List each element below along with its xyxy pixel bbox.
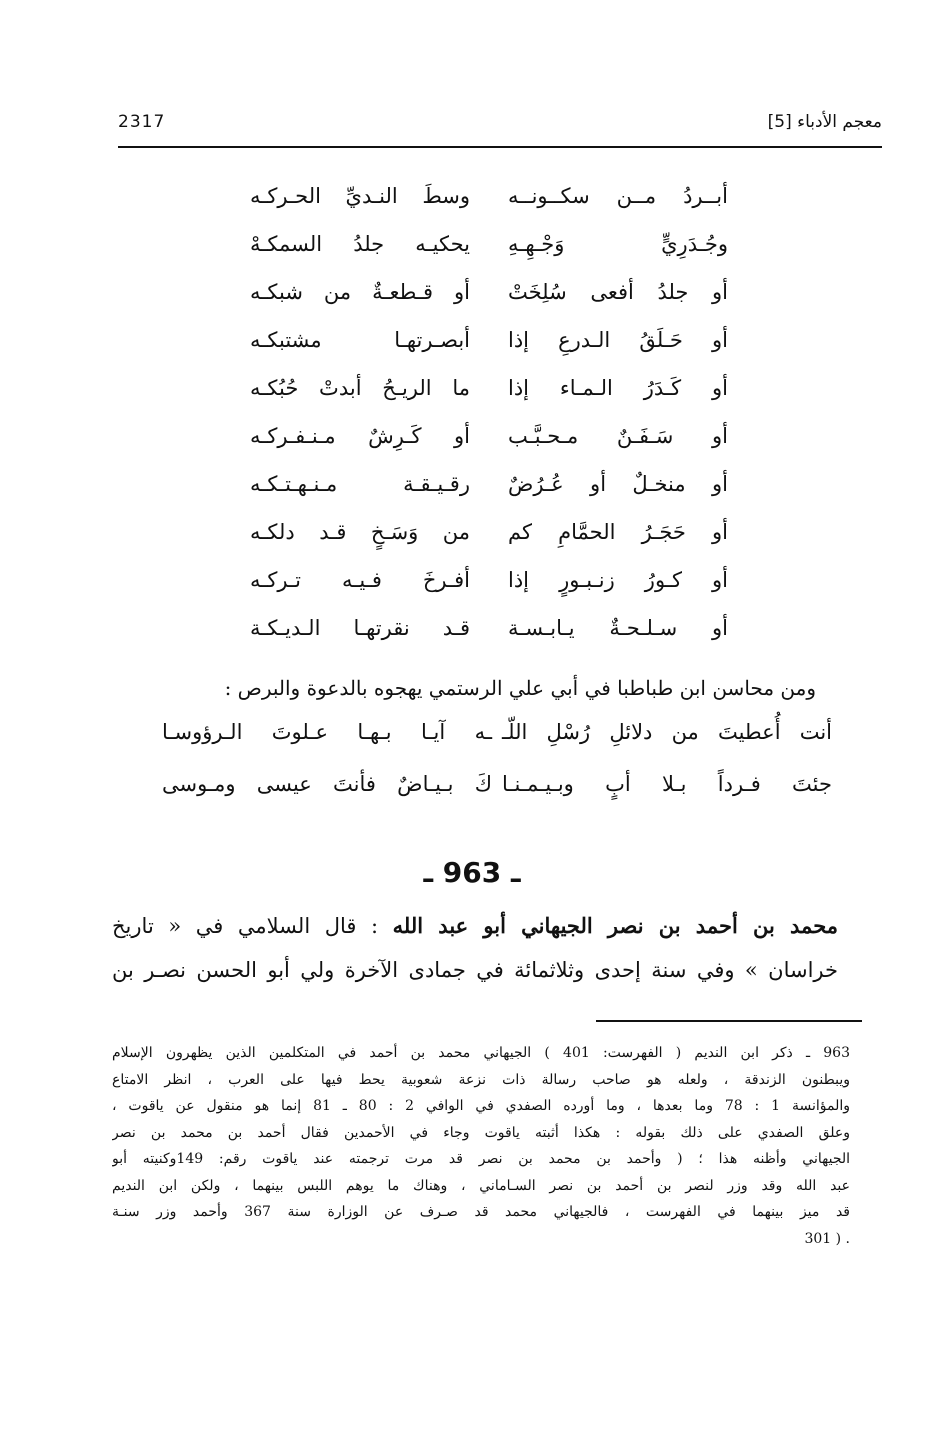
page-number: 2317 — [118, 112, 166, 132]
poem-verse — [240, 376, 740, 424]
footnote-line: قد ميز بينهما في الفهرست ، فالجيهاني محمد قد صـرف عن الوزارة سنة 367 وأحمد وزر سنـة — [112, 1204, 850, 1220]
verse-second-hemistich: رقـيـقـة مـنـهـتـكـه — [250, 472, 470, 496]
verse-second-hemistich: أفـرخَ فـيـه تـركـه — [250, 568, 470, 592]
poem-verse — [240, 328, 740, 376]
verse-first-hemistich: أو حَجَـرُ الحمَّامِ كم — [508, 520, 728, 544]
verse-second-hemistich: أو قـطعـةٌ من شبكـه — [250, 280, 470, 304]
couplet-second-hemistich: كَ بـيـاضٌ فأنتَ عيسى ومـوسى — [162, 772, 492, 796]
verse-first-hemistich: أبــردُ مــن سكــونــه — [508, 184, 728, 208]
poem — [240, 184, 740, 664]
couplet-first-hemistich: جئتَ فـرداً بـلا أبٍ وبـيـمـنـا — [502, 772, 832, 796]
verse-first-hemistich: أو جلدُ أفعى سُلِخَتْ — [508, 280, 728, 304]
verse-first-hemistich: أو سـلـحـةٌ يـابـسـة — [508, 616, 728, 640]
footnotes — [112, 1040, 850, 1252]
book-title: معجم الأدباء [5] — [767, 112, 882, 132]
entry-name: محمد بن أحمد بن نصر الجيهاني أبو عبد الله — [392, 913, 839, 938]
footnote-line: والمؤانسة 1 : 78 وما بعدها ، وما أورده الصفدي في الوافي 2 : 80 ـ 81 إنما هو منقول عن ياقوت ، — [112, 1098, 850, 1114]
verse-second-hemistich: وسطَ النـديِّ الحـركـه — [250, 184, 470, 208]
footnote-line: وعلق الصفدي على ذلك بقوله : هكذا أثبته ياقوت وجاء في الأحمدين فقال أحمد بن محمد بن نصر — [112, 1124, 850, 1141]
poem-verse — [240, 424, 740, 472]
poem-verse — [240, 568, 740, 616]
footnote-line: عبد الله وقد وزر لنصر بن أحمد بن نصر السـاماني ، وهناك ما يوهم اللبس بينهما ، ولكن ابن النديم — [112, 1177, 850, 1194]
entry-line: خراسان » وفي سنة إحدى وثلاثمائة في جمادى الآخرة ولي أبو الحسن نصـر بن — [112, 958, 838, 982]
verse-first-hemistich: أو كـورُ زنـبـورٍ إذا — [508, 568, 728, 592]
poem-verse — [240, 616, 740, 664]
footnote-line: . ( 301 — [804, 1230, 850, 1247]
verse-second-hemistich: يحكيـه جلدُ السمكـهْ — [250, 232, 470, 256]
entry-line1-rest: : قال السلامي في « تاريخ — [112, 914, 393, 938]
header-rule — [118, 146, 882, 148]
footnote-rule — [596, 1020, 862, 1022]
verse-second-hemistich: قـد نقرتهـا الـديـكـة — [250, 616, 470, 640]
poem-verse — [240, 520, 740, 568]
poem-verse — [240, 280, 740, 328]
verse-first-hemistich: أو حَـلَقُ الـدرعِ إذا — [508, 328, 728, 352]
entry-line — [112, 904, 838, 948]
couplet-first-hemistich: أنت أُعطيتَ من دلائلِ رُسْلِ اللّـ — [502, 720, 832, 744]
verse-first-hemistich: أو منخـلٌ أو عُـرُضٌ — [508, 472, 728, 496]
poem-verse — [240, 184, 740, 232]
verse-intro: ومن محاسن ابن طباطبا في أبي علي الرستمي يهجوه بالدعوة والبرص : — [224, 676, 816, 700]
poem-verse — [240, 472, 740, 520]
verse-first-hemistich: وجُـدَرِيٍّ وَجْـهِـهِ — [508, 232, 728, 256]
verse-second-hemistich: ما الريـحُ أبدتْ حُبُكـه — [250, 376, 470, 400]
footnote-line: الجيهاني وأظنه هذا ؛ ( وأحمد بن محمد بن نصر قد مرت ترجمته عند ياقوت رقم: 149وكنيته أبو — [112, 1151, 850, 1167]
footnote-line: ويبطنون الزندقة ، ولعله هو صاحب رسالة ذات نزعة شعوبية يحط فيها على العرب ، انظر الامتاع — [112, 1071, 850, 1088]
entry-number: ـ 963 ـ — [423, 856, 521, 889]
couplet-verse — [160, 772, 832, 796]
couplet-verse — [160, 720, 832, 744]
couplet-second-hemistich: ـه آيـا بـهـا عـلوتَ الـرؤوسـا — [162, 720, 492, 744]
poem-verse — [240, 232, 740, 280]
verse-first-hemistich: أو كَـدَرُ الـمـاء إذا — [508, 376, 728, 400]
footnote-line: 963 ـ ذكر ابن النديم ( الفهرست: 401 ) الجيهاني محمد بن أحمد في المتكلمين الذين يظهرون الإسلام — [112, 1045, 850, 1061]
verse-second-hemistich: أبصـرتهـا مشتبكـه — [250, 328, 470, 352]
entry-text — [112, 904, 838, 992]
verse-second-hemistich: أو كَـرِشٌ مـنـفـركـه — [250, 424, 470, 448]
verse-first-hemistich: أو سَـفَـنٌ مـحـبَّـب — [508, 424, 728, 448]
verse-second-hemistich: من وَسَـخٍ قـد دلكـه — [250, 520, 470, 544]
page-header — [118, 112, 882, 152]
